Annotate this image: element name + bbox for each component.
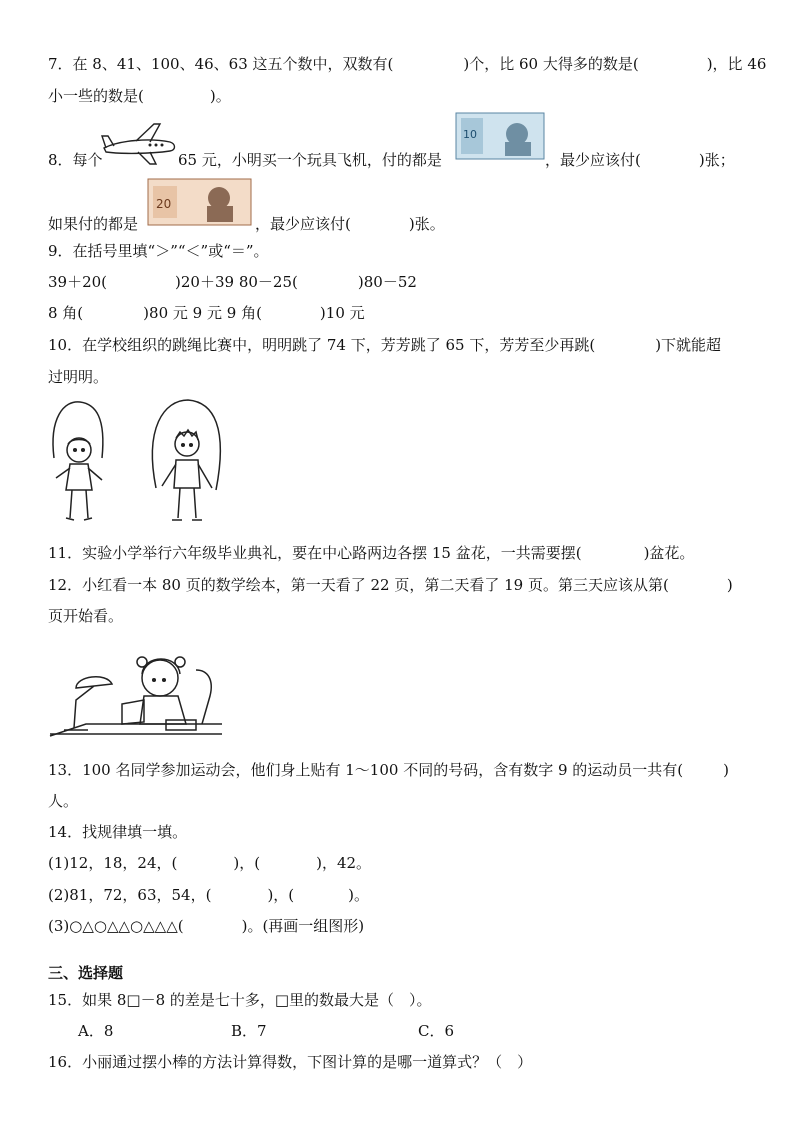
q9-expression: 39＋20( bbox=[48, 273, 108, 291]
option-label: C．6 bbox=[418, 1022, 455, 1040]
q14-sequence: )。 bbox=[348, 886, 370, 904]
q14-sequence: (3)○△○△△○△△△( bbox=[48, 917, 184, 935]
q11-text: )盆花。 bbox=[643, 544, 695, 562]
question-13-line2 bbox=[48, 791, 78, 811]
q12-text: 12．小红看一本 80 页的数学绘本，第一天看了 22 页，第二天看了 19 页。第三天应该从第( bbox=[48, 576, 669, 594]
option-a[interactable] bbox=[78, 1021, 113, 1041]
question-8-line2 bbox=[48, 214, 138, 234]
question-8-line1c bbox=[545, 150, 735, 170]
boy-figure-icon bbox=[152, 400, 220, 520]
option-label: A．8 bbox=[78, 1022, 114, 1040]
q7-text: 7．在 8、41、100、46、63 这五个数中，双数有( bbox=[48, 55, 394, 73]
question-7-line1 bbox=[48, 54, 766, 74]
q10-text: 过明明。 bbox=[48, 368, 109, 386]
q9-expression: )80－52 bbox=[357, 273, 417, 291]
ten-yuan-note-icon bbox=[455, 112, 545, 160]
question-10-line2 bbox=[48, 367, 108, 387]
q10-text: )下就能超 bbox=[655, 336, 722, 354]
question-13-line1 bbox=[48, 760, 729, 780]
q15-text: 15．如果 8□－8 的差是七十多，□里的数最大是（ ）。 bbox=[48, 991, 432, 1009]
q9-title: 9．在括号里填“＞”“＜”或“＝”。 bbox=[48, 242, 269, 260]
q7-text: 小一些的数是( bbox=[48, 87, 144, 105]
q8-text: 8．每个 bbox=[48, 151, 103, 169]
q13-text: 人。 bbox=[48, 792, 79, 810]
q16-text: 16．小丽通过摆小棒的方法计算得数，下图计算的是哪一道算式？（ ） bbox=[48, 1053, 533, 1071]
desk-lamp-icon bbox=[64, 677, 112, 730]
q14-sequence: )。(再画一组图形) bbox=[241, 917, 365, 935]
q8-text: ，最少应该付( bbox=[545, 151, 641, 169]
question-10-line1 bbox=[48, 335, 721, 355]
question-12-line1 bbox=[48, 575, 733, 595]
q8-text: 65 元，小明买一个玩具飞机，付的都是 bbox=[178, 151, 442, 169]
q8-text: )张； bbox=[698, 151, 735, 169]
question-14-title bbox=[48, 822, 187, 842]
jump-rope-children-illustration bbox=[44, 398, 244, 528]
q14-sequence: )，42。 bbox=[316, 854, 372, 872]
question-16 bbox=[48, 1052, 532, 1072]
reading-girl-illustration bbox=[46, 640, 224, 744]
q12-text: 页开始看。 bbox=[48, 607, 124, 625]
q8-text: ，最少应该付( bbox=[255, 215, 351, 233]
question-14-part3 bbox=[48, 916, 364, 936]
q14-sequence: (2)81，72，63，54，( bbox=[48, 886, 212, 904]
question-8-line1b bbox=[178, 150, 442, 170]
q9-expression: 8 角( bbox=[48, 304, 84, 322]
section-title bbox=[48, 963, 123, 983]
q14-title: 14．找规律填一填。 bbox=[48, 823, 188, 841]
airplane-icon bbox=[100, 120, 178, 166]
option-c[interactable] bbox=[418, 1021, 454, 1041]
q12-text: ) bbox=[726, 576, 733, 594]
question-11 bbox=[48, 543, 694, 563]
twenty-yuan-note-icon bbox=[147, 178, 252, 226]
q9-expression: )10 元 bbox=[319, 304, 365, 322]
question-14-part2 bbox=[48, 885, 369, 905]
option-b[interactable] bbox=[231, 1021, 267, 1041]
q9-expression: )80 元 bbox=[143, 304, 188, 322]
question-9-row1 bbox=[48, 272, 417, 292]
question-7-line2 bbox=[48, 86, 231, 106]
q7-text: )。 bbox=[209, 87, 231, 105]
option-label: B．7 bbox=[231, 1022, 267, 1040]
girl-figure-icon bbox=[53, 402, 103, 520]
q13-text: ) bbox=[723, 761, 729, 779]
q7-text: )个，比 60 大得多的数是( bbox=[463, 55, 639, 73]
section-heading: 三、选择题 bbox=[48, 964, 124, 982]
q9-expression: 80－25( bbox=[238, 273, 298, 291]
question-15 bbox=[48, 990, 432, 1010]
q14-sequence: (1)12，18，24，( bbox=[48, 854, 178, 872]
q14-sequence: )，( bbox=[233, 854, 261, 872]
q14-sequence: )，( bbox=[267, 886, 295, 904]
q10-text: 10．在学校组织的跳绳比赛中，明明跳了 74 下，芳芳跳了 65 下，芳芳至少再跳( bbox=[48, 336, 596, 354]
note-value: 20 bbox=[156, 197, 172, 211]
q8-text: 如果付的都是 bbox=[48, 215, 139, 233]
q11-text: 11．实验小学举行六年级毕业典礼，要在中心路两边各摆 15 盆花，一共需要摆( bbox=[48, 544, 582, 562]
question-8-line2b bbox=[255, 214, 445, 234]
question-9-row2 bbox=[48, 303, 365, 323]
q13-text: 13．100 名同学参加运动会，他们身上贴有 1～100 不同的号码，含有数字 9 的运动员一共有( bbox=[48, 761, 684, 779]
q9-expression: 9 元 9 角( bbox=[192, 304, 262, 322]
question-9-title bbox=[48, 241, 269, 261]
q8-text: )张。 bbox=[408, 215, 445, 233]
question-14-part1 bbox=[48, 853, 371, 873]
question-12-line2 bbox=[48, 606, 123, 626]
q7-text: )，比 46 bbox=[706, 55, 767, 73]
note-value: 10 bbox=[463, 128, 477, 141]
question-8-line1 bbox=[48, 150, 103, 170]
q9-expression: )20＋39 bbox=[175, 273, 235, 291]
